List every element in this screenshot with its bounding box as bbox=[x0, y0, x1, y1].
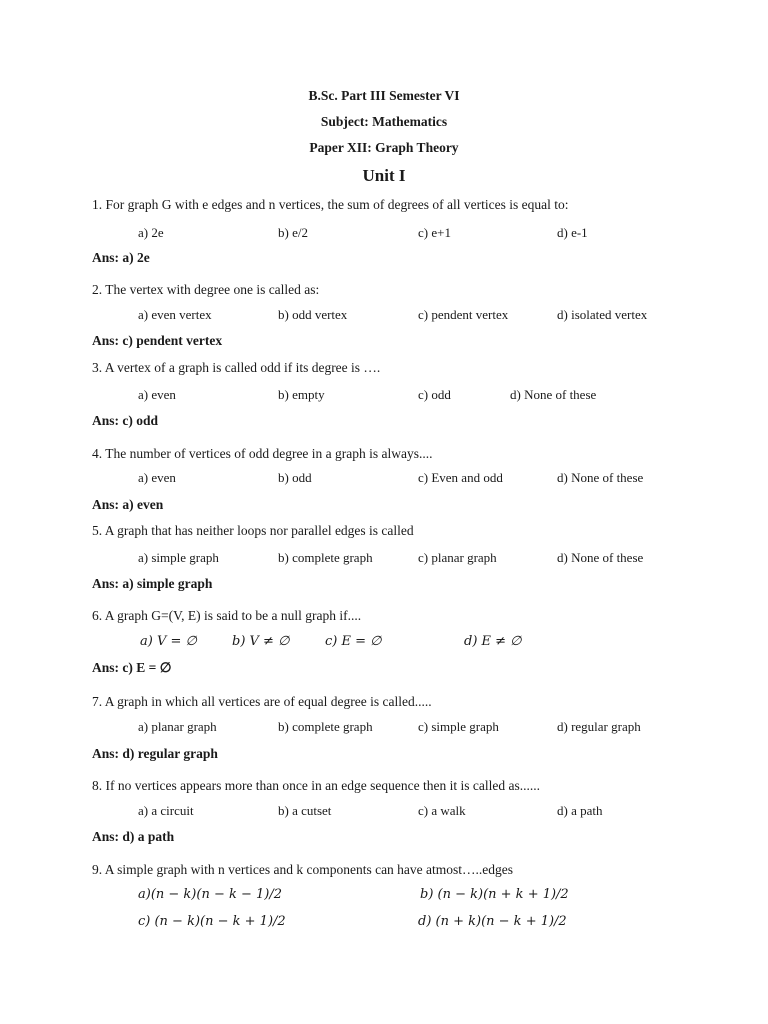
q3-option-d: d) None of these bbox=[510, 387, 597, 402]
q4-option-a: a) even bbox=[138, 470, 176, 485]
q1-answer: Ans: a) 2e bbox=[92, 250, 150, 265]
q4-option-c: c) Even and odd bbox=[418, 470, 503, 485]
question-3: 3. A vertex of a graph is called odd if its degree is …. bbox=[92, 360, 381, 375]
q8-answer: Ans: d) a path bbox=[92, 829, 175, 844]
q6-option-b: b) V ≠ ∅ bbox=[232, 634, 290, 649]
q3-option-b: b) empty bbox=[278, 387, 325, 402]
question-8: 8. If no vertices appears more than once in an edge sequence then it is called as...... bbox=[92, 778, 540, 793]
q2-option-b: b) odd vertex bbox=[278, 307, 348, 322]
q7-option-a: a) planar graph bbox=[138, 719, 217, 734]
q7-option-d: d) regular graph bbox=[557, 719, 641, 734]
q2-option-d: d) isolated vertex bbox=[557, 307, 648, 322]
q4-option-d: d) None of these bbox=[557, 470, 644, 485]
q9-option-d: d) (n + k)(n − k + 1)/2 bbox=[418, 914, 567, 929]
q6-option-a: a) V = ∅ bbox=[140, 634, 197, 649]
q7-option-c: c) simple graph bbox=[418, 719, 499, 734]
q3-answer: Ans: c) odd bbox=[92, 413, 159, 428]
q5-option-d: d) None of these bbox=[557, 550, 644, 565]
q3-option-a: a) even bbox=[138, 387, 176, 402]
paper-title: Paper XII: Graph Theory bbox=[309, 140, 459, 155]
q8-option-d: d) a path bbox=[557, 803, 603, 818]
q9-option-b: b) (n − k)(n + k + 1)/2 bbox=[420, 887, 569, 902]
q8-option-a: a) a circuit bbox=[138, 803, 194, 818]
q6-answer: Ans: c) E = ∅ bbox=[92, 660, 172, 675]
q1-option-d: d) e-1 bbox=[557, 225, 588, 240]
question-4: 4. The number of vertices of odd degree in a graph is always.... bbox=[92, 446, 433, 461]
question-2: 2. The vertex with degree one is called as: bbox=[92, 282, 320, 297]
q2-option-a: a) even vertex bbox=[138, 307, 212, 322]
q7-answer: Ans: d) regular graph bbox=[92, 746, 218, 761]
question-6: 6. A graph G=(V, E) is said to be a null graph if.... bbox=[92, 608, 362, 623]
q1-option-c: c) e+1 bbox=[418, 225, 451, 240]
q9-option-c: c) (n − k)(n − k + 1)/2 bbox=[138, 914, 286, 929]
q4-option-b: b) odd bbox=[278, 470, 312, 485]
q3-option-c: c) odd bbox=[418, 387, 451, 402]
subject-title: Subject: Mathematics bbox=[320, 114, 448, 129]
q5-answer: Ans: a) simple graph bbox=[92, 576, 213, 591]
unit-heading: Unit I bbox=[362, 166, 406, 185]
question-7: 7. A graph in which all vertices are of equal degree is called..... bbox=[92, 694, 432, 709]
q2-option-c: c) pendent vertex bbox=[418, 307, 509, 322]
q7-option-b: b) complete graph bbox=[278, 719, 373, 734]
q5-option-a: a) simple graph bbox=[138, 550, 219, 565]
q5-option-c: c) planar graph bbox=[418, 550, 497, 565]
q6-option-c: c) E = ∅ bbox=[325, 634, 382, 649]
q1-option-b: b) e/2 bbox=[278, 225, 308, 240]
q6-option-d: d) E ≠ ∅ bbox=[464, 634, 522, 649]
question-1: 1. For graph G with e edges and n vertices, the sum of degrees of all vertices is equal to: bbox=[92, 197, 569, 212]
question-9: 9. A simple graph with n vertices and k components can have atmost…..edges bbox=[92, 862, 514, 877]
q5-option-b: b) complete graph bbox=[278, 550, 373, 565]
q1-option-a: a) 2e bbox=[138, 225, 164, 240]
course-title: B.Sc. Part III Semester VI bbox=[308, 88, 460, 103]
question-5: 5. A graph that has neither loops nor parallel edges is called bbox=[92, 523, 414, 538]
q4-answer: Ans: a) even bbox=[92, 497, 164, 512]
q8-option-c: c) a walk bbox=[418, 803, 466, 818]
q9-option-a: a)(n − k)(n − k − 1)/2 bbox=[138, 887, 283, 902]
q2-answer: Ans: c) pendent vertex bbox=[92, 333, 223, 348]
q8-option-b: b) a cutset bbox=[278, 803, 332, 818]
